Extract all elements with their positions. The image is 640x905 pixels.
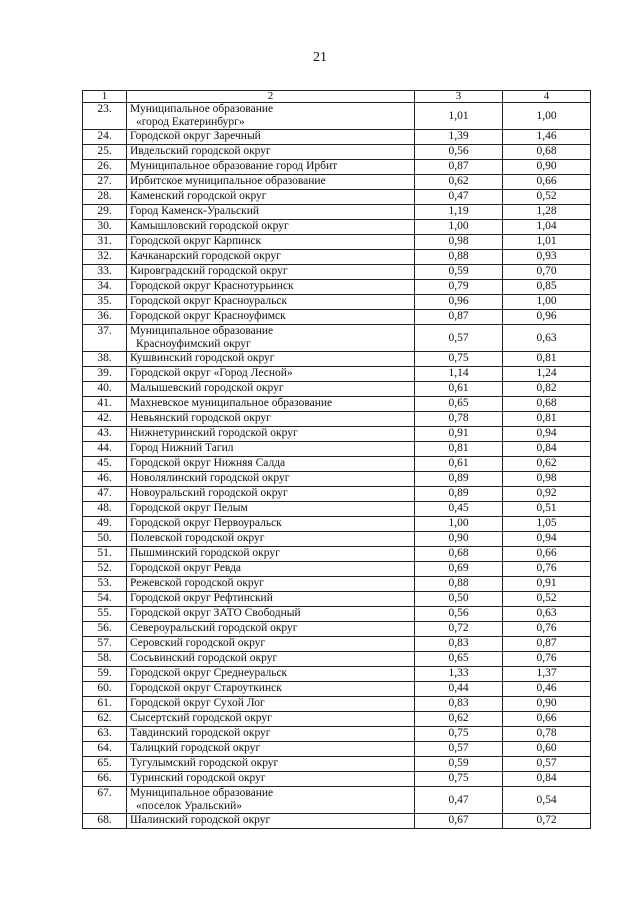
municipality-name-line: Талицкий городской округ — [130, 742, 261, 754]
row-number: 57. — [83, 637, 127, 652]
value-col-3: 0,65 — [415, 397, 503, 412]
table-row — [83, 265, 591, 280]
value-col-4: 0,76 — [503, 652, 591, 667]
row-number: 23. — [83, 103, 127, 130]
row-number: 31. — [83, 235, 127, 250]
municipality-name — [127, 742, 415, 757]
value-col-3: 1,01 — [415, 103, 503, 130]
value-col-4: 0,52 — [503, 592, 591, 607]
value-col-3: 0,83 — [415, 697, 503, 712]
row-number: 43. — [83, 427, 127, 442]
municipality-name-line: Город Нижний Тагил — [130, 442, 234, 454]
table-row — [83, 367, 591, 382]
table-row — [83, 325, 591, 352]
table-row — [83, 487, 591, 502]
header-row — [83, 91, 591, 103]
table-row — [83, 592, 591, 607]
municipality-name — [127, 325, 415, 352]
table-row — [83, 622, 591, 637]
value-col-4: 0,84 — [503, 442, 591, 457]
table-row — [83, 397, 591, 412]
value-col-4: 0,57 — [503, 757, 591, 772]
municipality-name-line: Город Каменск-Уральский — [130, 205, 260, 217]
row-number: 50. — [83, 532, 127, 547]
row-number: 29. — [83, 205, 127, 220]
municipality-name-line: Ивдельский городской округ — [130, 145, 271, 157]
value-col-3: 0,61 — [415, 382, 503, 397]
value-col-4: 1,24 — [503, 367, 591, 382]
row-number: 67. — [83, 787, 127, 814]
table-row — [83, 682, 591, 697]
value-col-4: 0,82 — [503, 382, 591, 397]
municipality-name-line: Городской округ Красноуфимск — [130, 310, 286, 322]
table-row — [83, 250, 591, 265]
header-col-3: 3 — [415, 91, 503, 103]
municipality-name — [127, 787, 415, 814]
municipality-name-line: Серовский городской округ — [130, 637, 266, 649]
municipality-name-line: Махневское муниципальное образование — [130, 397, 333, 409]
municipality-name — [127, 310, 415, 325]
municipality-name-line: Новолялинский городской округ — [130, 472, 290, 484]
table-header — [83, 91, 591, 103]
value-col-4: 0,76 — [503, 562, 591, 577]
value-col-3: 0,83 — [415, 637, 503, 652]
table-row — [83, 757, 591, 772]
value-col-4: 1,00 — [503, 103, 591, 130]
municipality-name — [127, 814, 415, 829]
value-col-3: 0,96 — [415, 295, 503, 310]
table-row — [83, 667, 591, 682]
value-col-4: 0,85 — [503, 280, 591, 295]
value-col-3: 1,33 — [415, 667, 503, 682]
municipality-name-line: Новоуральский городской округ — [130, 487, 288, 499]
value-col-4: 0,66 — [503, 712, 591, 727]
row-number: 40. — [83, 382, 127, 397]
page-number: 21 — [313, 50, 327, 65]
row-number: 37. — [83, 325, 127, 352]
table-row — [83, 103, 591, 130]
municipality-name-line: Каменский городской округ — [130, 190, 267, 202]
value-col-3: 0,47 — [415, 190, 503, 205]
table-row — [83, 235, 591, 250]
municipality-name — [127, 727, 415, 742]
table-row — [83, 502, 591, 517]
municipality-name-line: Североуральский городской округ — [130, 622, 298, 634]
municipality-name — [127, 697, 415, 712]
data-table — [82, 90, 591, 829]
value-col-4: 0,46 — [503, 682, 591, 697]
value-col-3: 0,75 — [415, 352, 503, 367]
value-col-3: 0,56 — [415, 607, 503, 622]
municipality-name — [127, 160, 415, 175]
value-col-4: 0,66 — [503, 547, 591, 562]
row-number: 60. — [83, 682, 127, 697]
value-col-4: 0,78 — [503, 727, 591, 742]
header-col-1: 1 — [83, 91, 127, 103]
municipality-name-line: Тугулымский городской округ — [130, 757, 279, 769]
table-row — [83, 427, 591, 442]
table-row — [83, 280, 591, 295]
municipality-name-line: Ирбитское муниципальное образование — [130, 175, 326, 187]
municipality-name-line: Городской округ Сухой Лог — [130, 697, 265, 709]
municipality-name — [127, 712, 415, 727]
municipality-name-line: Кировградский городской округ — [130, 265, 288, 277]
municipality-name — [127, 280, 415, 295]
value-col-4: 0,90 — [503, 697, 591, 712]
municipality-name — [127, 502, 415, 517]
table-row — [83, 532, 591, 547]
row-number: 49. — [83, 517, 127, 532]
municipality-name — [127, 412, 415, 427]
value-col-3: 0,62 — [415, 175, 503, 190]
value-col-4: 0,94 — [503, 427, 591, 442]
row-number: 45. — [83, 457, 127, 472]
municipality-name-line: Нижнетуринский городской округ — [130, 427, 298, 439]
value-col-4: 0,63 — [503, 325, 591, 352]
value-col-3: 0,81 — [415, 442, 503, 457]
municipality-name — [127, 382, 415, 397]
row-number: 34. — [83, 280, 127, 295]
municipality-name — [127, 265, 415, 280]
value-col-3: 1,19 — [415, 205, 503, 220]
table-row — [83, 352, 591, 367]
municipality-name — [127, 103, 415, 130]
value-col-3: 0,78 — [415, 412, 503, 427]
municipality-name — [127, 220, 415, 235]
municipality-name-line: «город Екатеринбург» — [136, 116, 245, 128]
table-row — [83, 472, 591, 487]
row-number: 56. — [83, 622, 127, 637]
value-col-4: 1,01 — [503, 235, 591, 250]
municipality-name-line: Красноуфимский округ — [136, 338, 251, 350]
value-col-3: 0,89 — [415, 472, 503, 487]
row-number: 53. — [83, 577, 127, 592]
row-number: 32. — [83, 250, 127, 265]
row-number: 59. — [83, 667, 127, 682]
municipality-name-line: Сысертский городской округ — [130, 712, 272, 724]
row-number: 61. — [83, 697, 127, 712]
value-col-3: 0,75 — [415, 727, 503, 742]
value-col-4: 0,66 — [503, 175, 591, 190]
municipality-name — [127, 145, 415, 160]
row-number: 68. — [83, 814, 127, 829]
municipality-name-line: Качканарский городской округ — [130, 250, 281, 262]
municipality-name — [127, 637, 415, 652]
value-col-4: 0,96 — [503, 310, 591, 325]
value-col-3: 0,65 — [415, 652, 503, 667]
value-col-4: 0,98 — [503, 472, 591, 487]
row-number: 26. — [83, 160, 127, 175]
municipality-name — [127, 427, 415, 442]
row-number: 24. — [83, 130, 127, 145]
table-row — [83, 577, 591, 592]
table-row — [83, 607, 591, 622]
table-row — [83, 787, 591, 814]
municipality-name — [127, 367, 415, 382]
value-col-4: 1,05 — [503, 517, 591, 532]
municipality-name-line: Полевской городской округ — [130, 532, 265, 544]
value-col-4: 1,00 — [503, 295, 591, 310]
table-row — [83, 562, 591, 577]
value-col-3: 0,47 — [415, 787, 503, 814]
table-row — [83, 637, 591, 652]
value-col-4: 0,93 — [503, 250, 591, 265]
table-body — [83, 103, 591, 829]
table-row — [83, 697, 591, 712]
municipality-name-line: Муниципальное образование — [130, 325, 274, 337]
value-col-3: 0,59 — [415, 265, 503, 280]
municipality-name-line: Городской округ Первоуральск — [130, 517, 282, 529]
value-col-3: 1,00 — [415, 517, 503, 532]
municipality-name — [127, 487, 415, 502]
municipality-name — [127, 295, 415, 310]
municipality-name-line: Пышминский городской округ — [130, 547, 280, 559]
header-col-4: 4 — [503, 91, 591, 103]
row-number: 39. — [83, 367, 127, 382]
value-col-3: 0,59 — [415, 757, 503, 772]
municipality-name — [127, 190, 415, 205]
table-row — [83, 130, 591, 145]
value-col-3: 0,69 — [415, 562, 503, 577]
value-col-3: 0,44 — [415, 682, 503, 697]
table-row — [83, 727, 591, 742]
row-number: 55. — [83, 607, 127, 622]
value-col-4: 0,81 — [503, 352, 591, 367]
value-col-3: 0,62 — [415, 712, 503, 727]
value-col-4: 1,37 — [503, 667, 591, 682]
municipality-name — [127, 592, 415, 607]
municipality-name — [127, 235, 415, 250]
municipality-name — [127, 622, 415, 637]
value-col-3: 1,00 — [415, 220, 503, 235]
row-number: 64. — [83, 742, 127, 757]
row-number: 65. — [83, 757, 127, 772]
municipality-name-line: Невьянский городской округ — [130, 412, 271, 424]
value-col-3: 0,89 — [415, 487, 503, 502]
value-col-3: 0,98 — [415, 235, 503, 250]
municipality-name-line: Малышевский городской округ — [130, 382, 284, 394]
value-col-4: 0,72 — [503, 814, 591, 829]
row-number: 51. — [83, 547, 127, 562]
row-number: 63. — [83, 727, 127, 742]
value-col-4: 0,91 — [503, 577, 591, 592]
municipality-name — [127, 205, 415, 220]
municipality-name-line: Тавдинский городской округ — [130, 727, 271, 739]
value-col-3: 0,57 — [415, 325, 503, 352]
table-row — [83, 442, 591, 457]
table-row — [83, 652, 591, 667]
municipality-name-line: Туринский городской округ — [130, 772, 266, 784]
value-col-4: 0,68 — [503, 145, 591, 160]
table-row — [83, 772, 591, 787]
value-col-4: 0,70 — [503, 265, 591, 280]
value-col-3: 0,72 — [415, 622, 503, 637]
value-col-3: 0,87 — [415, 310, 503, 325]
table-row — [83, 190, 591, 205]
row-number: 46. — [83, 472, 127, 487]
municipality-name — [127, 577, 415, 592]
municipality-name — [127, 457, 415, 472]
municipality-name-line: Городской округ Ревда — [130, 562, 242, 574]
municipality-name-line: Городской округ Пелым — [130, 502, 248, 514]
municipality-name-line: Муниципальное образование — [130, 103, 274, 115]
row-number: 36. — [83, 310, 127, 325]
value-col-4: 0,76 — [503, 622, 591, 637]
municipality-name-line: Муниципальное образование город Ирбит — [130, 160, 338, 172]
row-number: 54. — [83, 592, 127, 607]
value-col-4: 0,60 — [503, 742, 591, 757]
value-col-3: 1,14 — [415, 367, 503, 382]
value-col-4: 0,84 — [503, 772, 591, 787]
municipality-name-line: Городской округ Нижняя Салда — [130, 457, 286, 469]
value-col-4: 0,92 — [503, 487, 591, 502]
table-row — [83, 457, 591, 472]
table-row — [83, 517, 591, 532]
value-col-4: 0,63 — [503, 607, 591, 622]
municipality-name — [127, 547, 415, 562]
value-col-3: 0,88 — [415, 250, 503, 265]
municipality-name-line: Городской округ Староуткинск — [130, 682, 282, 694]
municipality-name-line: Городской округ Красноуральск — [130, 295, 288, 307]
value-col-3: 0,67 — [415, 814, 503, 829]
value-col-3: 0,91 — [415, 427, 503, 442]
row-number: 48. — [83, 502, 127, 517]
value-col-4: 0,94 — [503, 532, 591, 547]
municipality-name — [127, 517, 415, 532]
value-col-4: 0,62 — [503, 457, 591, 472]
municipality-name-line: Городской округ Краснотурьинск — [130, 280, 294, 292]
municipality-name — [127, 250, 415, 265]
value-col-3: 0,45 — [415, 502, 503, 517]
municipality-name — [127, 175, 415, 190]
value-col-4: 1,46 — [503, 130, 591, 145]
table-row — [83, 412, 591, 427]
municipality-name — [127, 562, 415, 577]
row-number: 42. — [83, 412, 127, 427]
municipality-name — [127, 607, 415, 622]
table-row — [83, 382, 591, 397]
municipality-name — [127, 352, 415, 367]
value-col-4: 0,51 — [503, 502, 591, 517]
municipality-name-line: Кушвинский городской округ — [130, 352, 275, 364]
municipality-name — [127, 397, 415, 412]
municipality-name — [127, 682, 415, 697]
municipality-name — [127, 472, 415, 487]
row-number: 28. — [83, 190, 127, 205]
value-col-3: 0,79 — [415, 280, 503, 295]
municipality-name-line: Шалинский городской округ — [130, 814, 271, 826]
row-number: 62. — [83, 712, 127, 727]
municipality-name-line: Городской округ Среднеуральск — [130, 667, 288, 679]
municipality-name — [127, 130, 415, 145]
value-col-3: 1,39 — [415, 130, 503, 145]
value-col-3: 0,61 — [415, 457, 503, 472]
municipality-name — [127, 667, 415, 682]
value-col-4: 0,54 — [503, 787, 591, 814]
municipality-name-line: Сосьвинский городской округ — [130, 652, 278, 664]
value-col-3: 0,50 — [415, 592, 503, 607]
row-number: 30. — [83, 220, 127, 235]
row-number: 58. — [83, 652, 127, 667]
municipality-name-line: Камышловский городской округ — [130, 220, 289, 232]
table-row — [83, 205, 591, 220]
value-col-4: 0,87 — [503, 637, 591, 652]
municipality-name-line: Городской округ Карпинск — [130, 235, 262, 247]
table-row — [83, 175, 591, 190]
municipality-name — [127, 757, 415, 772]
municipality-name — [127, 532, 415, 547]
row-number: 33. — [83, 265, 127, 280]
row-number: 25. — [83, 145, 127, 160]
value-col-4: 0,52 — [503, 190, 591, 205]
table-row — [83, 160, 591, 175]
row-number: 66. — [83, 772, 127, 787]
value-col-4: 0,81 — [503, 412, 591, 427]
municipality-name-line: Режевской городской округ — [130, 577, 264, 589]
row-number: 35. — [83, 295, 127, 310]
municipality-name — [127, 652, 415, 667]
value-col-4: 1,04 — [503, 220, 591, 235]
value-col-3: 0,87 — [415, 160, 503, 175]
value-col-3: 0,68 — [415, 547, 503, 562]
row-number: 27. — [83, 175, 127, 190]
table-row — [83, 742, 591, 757]
table-row — [83, 547, 591, 562]
table-row — [83, 145, 591, 160]
table-row — [83, 310, 591, 325]
municipality-name-line: Городской округ Заречный — [130, 130, 261, 142]
value-col-3: 0,56 — [415, 145, 503, 160]
table-row — [83, 814, 591, 829]
value-col-4: 0,68 — [503, 397, 591, 412]
municipality-name — [127, 442, 415, 457]
table-row — [83, 712, 591, 727]
value-col-4: 0,90 — [503, 160, 591, 175]
value-col-3: 0,75 — [415, 772, 503, 787]
municipality-name-line: Городской округ Рефтинский — [130, 592, 273, 604]
header-col-2: 2 — [127, 91, 415, 103]
value-col-3: 0,57 — [415, 742, 503, 757]
municipality-name-line: Городской округ «Город Лесной» — [130, 367, 293, 379]
table-row — [83, 220, 591, 235]
value-col-3: 0,88 — [415, 577, 503, 592]
municipality-name — [127, 772, 415, 787]
value-col-4: 1,28 — [503, 205, 591, 220]
municipality-name-line: Муниципальное образование — [130, 787, 274, 799]
municipality-name-line: «поселок Уральский» — [136, 800, 243, 812]
value-col-3: 0,90 — [415, 532, 503, 547]
row-number: 52. — [83, 562, 127, 577]
table-row — [83, 295, 591, 310]
row-number: 44. — [83, 442, 127, 457]
row-number: 38. — [83, 352, 127, 367]
row-number: 41. — [83, 397, 127, 412]
row-number: 47. — [83, 487, 127, 502]
municipality-name-line: Городской округ ЗАТО Свободный — [130, 607, 301, 619]
